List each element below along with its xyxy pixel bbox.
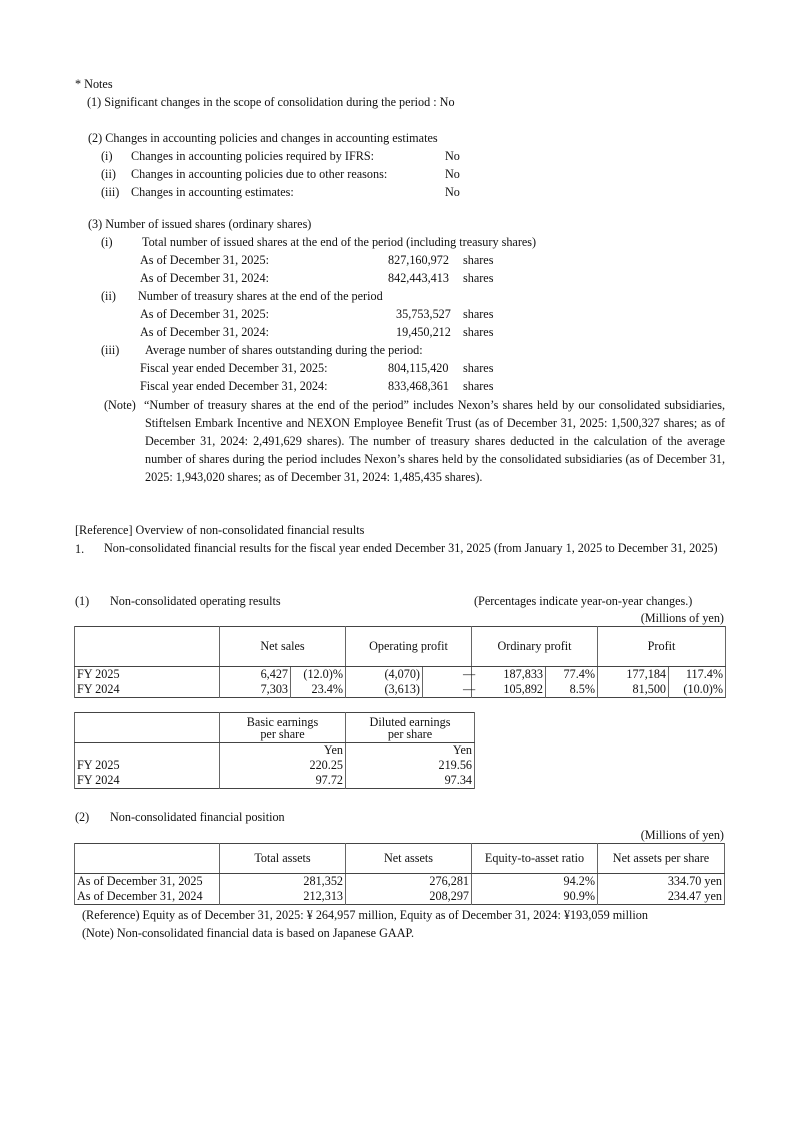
diluted-eps-value: 219.56 xyxy=(346,758,475,773)
note-3-ii-row-unit: shares xyxy=(463,325,494,339)
row-label: FY 2025 xyxy=(75,758,220,773)
note-2-i-value: No xyxy=(445,149,460,163)
note-3-ii-row-value: 35,753,527 xyxy=(396,307,451,321)
note-2-iii-label: Changes in accounting estimates: xyxy=(131,185,294,199)
header-blank xyxy=(75,844,220,874)
note-3-i-row-label: As of December 31, 2024: xyxy=(140,271,269,285)
net-assets-per-share-value: 334.70 yen xyxy=(598,874,725,890)
basic-eps-unit: Yen xyxy=(220,743,346,759)
profit-pct: 117.4% xyxy=(669,667,726,683)
note-item-2-title: (2) Changes in accounting policies and changes in accounting estimates xyxy=(88,131,438,145)
table-row xyxy=(75,889,725,905)
unit-row xyxy=(75,743,475,759)
diluted-eps-unit: Yen xyxy=(346,743,475,759)
table-row xyxy=(75,874,725,890)
note-3-i-row-unit: shares xyxy=(463,271,494,285)
notes-heading: * Notes xyxy=(75,77,113,91)
note-3-i-row-unit: shares xyxy=(463,253,494,267)
ordinary-profit-value: 105,892 xyxy=(472,682,546,698)
equity-ratio-value: 94.2% xyxy=(472,874,598,890)
note-2-i-num: (i) xyxy=(101,149,113,163)
treasury-note-label: (Note) xyxy=(104,398,136,412)
note-3-iii-row-label: Fiscal year ended December 31, 2024: xyxy=(140,379,328,393)
header-profit: Profit xyxy=(598,627,726,667)
net-sales-value: 7,303 xyxy=(220,682,291,698)
note-3-ii-row-label: As of December 31, 2025: xyxy=(140,307,269,321)
header-net-assets: Net assets xyxy=(346,844,472,874)
operating-profit-pct: — xyxy=(423,682,472,698)
note-2-ii-num: (ii) xyxy=(101,167,116,181)
header-diluted-eps xyxy=(346,713,475,743)
header-blank xyxy=(75,627,220,667)
note-3-ii-row-value: 19,450,212 xyxy=(396,325,451,339)
note-2-ii-label: Changes in accounting policies due to other reasons: xyxy=(131,167,388,181)
note-3-i-num: (i) xyxy=(101,235,113,249)
net-sales-pct: (12.0)% xyxy=(291,667,346,683)
table-row xyxy=(75,667,726,683)
basic-eps-value: 97.72 xyxy=(220,773,346,789)
row-label: FY 2025 xyxy=(75,667,220,683)
reference-item-1-text xyxy=(96,539,725,557)
table-row xyxy=(75,773,475,789)
header-operating-profit: Operating profit xyxy=(346,627,472,667)
note-item-3-title: (3) Number of issued shares (ordinary shares) xyxy=(88,217,312,231)
note-3-ii-row-unit: shares xyxy=(463,307,494,321)
gaap-note: (Note) Non-consolidated financial data is based on Japanese GAAP. xyxy=(82,926,415,940)
net-sales-value: 6,427 xyxy=(220,667,291,683)
note-2-ii-value: No xyxy=(445,167,460,181)
equity-ratio-value: 90.9% xyxy=(472,889,598,905)
note-3-ii-num: (ii) xyxy=(101,289,116,303)
treasury-note-text xyxy=(145,396,725,486)
note-2-iii-num: (iii) xyxy=(101,185,120,199)
net-assets-per-share-value: 234.47 yen xyxy=(598,889,725,905)
note-3-i-title: Total number of issued shares at the end of the period (including treasury shares) xyxy=(142,235,537,249)
table-row xyxy=(75,682,726,698)
header-ordinary-profit: Ordinary profit xyxy=(472,627,598,667)
total-assets-value: 212,313 xyxy=(220,889,346,905)
header-basic-eps-line1: Basic earnings xyxy=(246,714,319,729)
treasury-note-body: “Number of treasury shares at the end of the period” includes Nexon’s shares held by our consolidated subsidiaries, Stiftelsen Embark Incentive and NEXON Employee Benefit Trust (as of December 31, 2025: 1,500,327 shares; as of December 31, 2024: 2,491,629 shares). The number of treasury shares deducted in the calculation of the average number of shares during the period includes Nexon’s shares held by the consolidated subsidiaries (as of December 31, 2025: 1,943,020 shares; as of December 31, 2024: 1,485,435 shares). xyxy=(144,398,725,484)
operating-results-unit: (Millions of yen) xyxy=(640,611,724,625)
eps-table xyxy=(74,712,475,789)
operating-results-table xyxy=(74,626,726,698)
basic-eps-value: 220.25 xyxy=(220,758,346,773)
unit-row-label xyxy=(75,743,220,759)
row-label: FY 2024 xyxy=(75,773,220,789)
operating-profit-pct: — xyxy=(423,667,472,683)
header-net-sales: Net sales xyxy=(220,627,346,667)
header-diluted-eps-line1: Diluted earnings xyxy=(369,714,451,729)
profit-value: 81,500 xyxy=(598,682,669,698)
reference-item-1-num: 1. xyxy=(75,542,85,556)
note-3-i-row-value: 842,443,413 xyxy=(388,271,449,285)
net-sales-pct: 23.4% xyxy=(291,682,346,698)
financial-position-unit: (Millions of yen) xyxy=(640,828,724,842)
header-total-assets: Total assets xyxy=(220,844,346,874)
note-3-iii-title: Average number of shares outstanding during the period: xyxy=(145,343,423,357)
header-diluted-eps-line2: per share xyxy=(387,726,433,741)
operating-results-title: Non-consolidated operating results xyxy=(110,594,281,608)
note-3-iii-row-label: Fiscal year ended December 31, 2025: xyxy=(140,361,328,375)
row-label: As of December 31, 2025 xyxy=(75,874,220,890)
row-label: FY 2024 xyxy=(75,682,220,698)
ordinary-profit-pct: 8.5% xyxy=(546,682,598,698)
reference-item-1-body: Non-consolidated financial results for the fiscal year ended December 31, 2025 (from January 1, 2025 to December 31, 2025) xyxy=(104,541,718,555)
note-3-i-row-value: 827,160,972 xyxy=(388,253,449,267)
operating-profit-value: (4,070) xyxy=(346,667,423,683)
row-label: As of December 31, 2024 xyxy=(75,889,220,905)
note-2-i-label: Changes in accounting policies required by IFRS: xyxy=(131,149,375,163)
note-3-iii-row-unit: shares xyxy=(463,379,494,393)
financial-position-num: (2) xyxy=(75,810,90,824)
ordinary-profit-pct: 77.4% xyxy=(546,667,598,683)
percent-note: (Percentages indicate year-on-year changes.) xyxy=(474,594,693,608)
ordinary-profit-value: 187,833 xyxy=(472,667,546,683)
note-3-iii-row-value: 804,115,420 xyxy=(388,361,449,375)
total-assets-value: 281,352 xyxy=(220,874,346,890)
note-3-ii-row-label: As of December 31, 2024: xyxy=(140,325,269,339)
financial-position-title: Non-consolidated financial position xyxy=(110,810,285,824)
net-assets-value: 276,281 xyxy=(346,874,472,890)
note-3-ii-title: Number of treasury shares at the end of the period xyxy=(138,289,383,303)
header-blank xyxy=(75,713,220,743)
operating-profit-value: (3,613) xyxy=(346,682,423,698)
operating-results-num: (1) xyxy=(75,594,90,608)
note-2-iii-value: No xyxy=(445,185,460,199)
header-basic-eps xyxy=(220,713,346,743)
diluted-eps-value: 97.34 xyxy=(346,773,475,789)
financial-position-table xyxy=(74,843,725,905)
equity-reference-note: (Reference) Equity as of December 31, 2025: ¥ 264,957 million, Equity as of December 31, 2024: ¥193,059 million xyxy=(82,908,648,922)
table-row xyxy=(75,758,475,773)
note-item-1: (1) Significant changes in the scope of consolidation during the period : No xyxy=(87,95,455,109)
note-3-i-row-label: As of December 31, 2025: xyxy=(140,253,269,267)
note-3-iii-row-value: 833,468,361 xyxy=(388,379,449,393)
header-basic-eps-line2: per share xyxy=(260,726,305,741)
net-assets-value: 208,297 xyxy=(346,889,472,905)
header-net-assets-per-share: Net assets per share xyxy=(598,844,725,874)
note-3-iii-row-unit: shares xyxy=(463,361,494,375)
profit-pct: (10.0)% xyxy=(669,682,726,698)
header-equity-ratio: Equity-to-asset ratio xyxy=(472,844,598,874)
reference-heading: [Reference] Overview of non-consolidated financial results xyxy=(75,523,365,537)
note-3-iii-num: (iii) xyxy=(101,343,120,357)
profit-value: 177,184 xyxy=(598,667,669,683)
